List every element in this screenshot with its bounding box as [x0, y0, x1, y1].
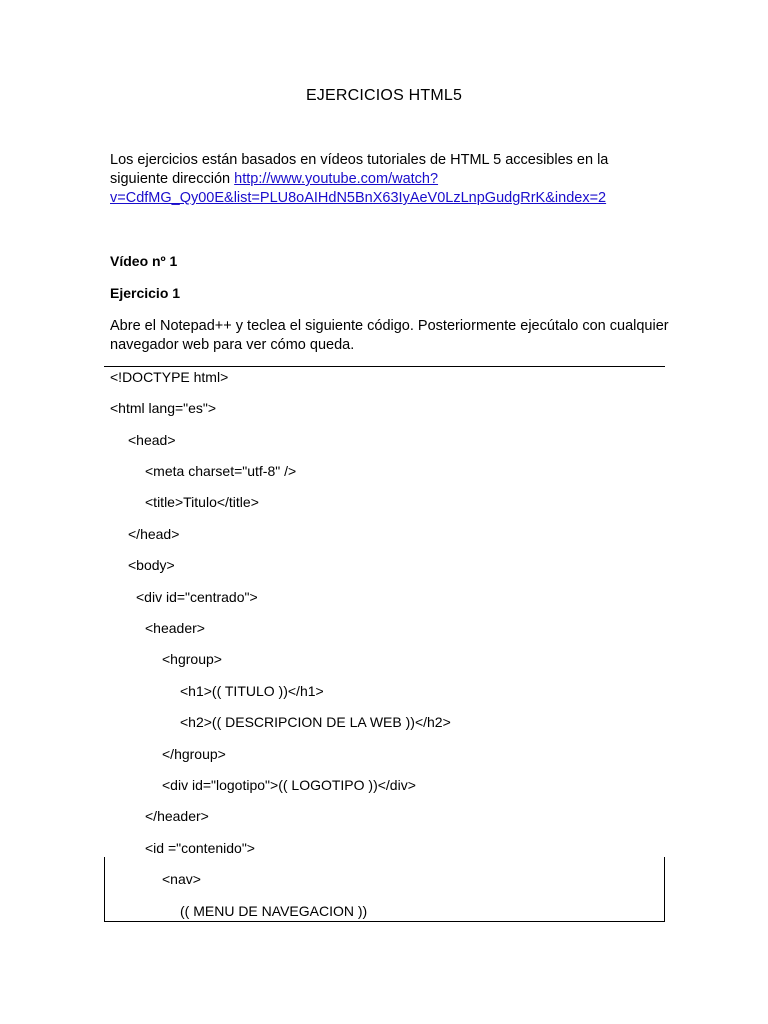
- code-line: <title>Titulo</title>: [145, 494, 259, 510]
- youtube-link-part2[interactable]: v=CdfMG_Qy00E&list=PLU8oAIHdN5BnX63IyAeV0LzLnpGudgRrK&index=2: [110, 190, 607, 206]
- section-heading-video-1: Vídeo nº 1: [110, 253, 178, 269]
- code-line: <h2>(( DESCRIPCION DE LA WEB ))</h2>: [180, 714, 451, 730]
- code-line: <div id="centrado">: [136, 589, 258, 605]
- document-title: EJERCICIOS HTML5: [305, 87, 463, 104]
- code-line: <html lang="es">: [110, 400, 217, 416]
- code-block-top-rule: [104, 366, 665, 367]
- code-line: <nav>: [162, 871, 201, 887]
- exercise-heading-1: Ejercicio 1: [110, 285, 181, 301]
- intro-text: Los ejercicios están basados en vídeos tutoriales de HTML 5 accesibles en la siguiente dirección: [110, 152, 609, 187]
- code-line: </head>: [128, 526, 180, 542]
- code-line: <id ="contenido">: [145, 840, 255, 856]
- code-line: <body>: [128, 557, 175, 573]
- code-line: </hgroup>: [162, 746, 226, 762]
- code-line: </header>: [145, 808, 209, 824]
- code-line: <h1>(( TITULO ))</h1>: [180, 683, 324, 699]
- exercise-instructions: Abre el Notepad++ y teclea el siguiente código. Posteriormente ejecútalo con cualquier navegador web para ver cómo queda.: [110, 318, 669, 353]
- code-line: <head>: [128, 432, 176, 448]
- code-line: <!DOCTYPE html>: [110, 369, 229, 385]
- code-line: <meta charset="utf-8" />: [145, 463, 297, 479]
- code-line: <header>: [145, 620, 205, 636]
- intro-paragraph: [110, 151, 670, 208]
- code-line: (( MENU DE NAVEGACION )): [180, 903, 368, 919]
- code-line: <div id="logotipo">(( LOGOTIPO ))</div>: [162, 777, 416, 793]
- youtube-link-part1[interactable]: http://www.youtube.com/watch?: [234, 171, 439, 187]
- code-line: <hgroup>: [162, 651, 222, 667]
